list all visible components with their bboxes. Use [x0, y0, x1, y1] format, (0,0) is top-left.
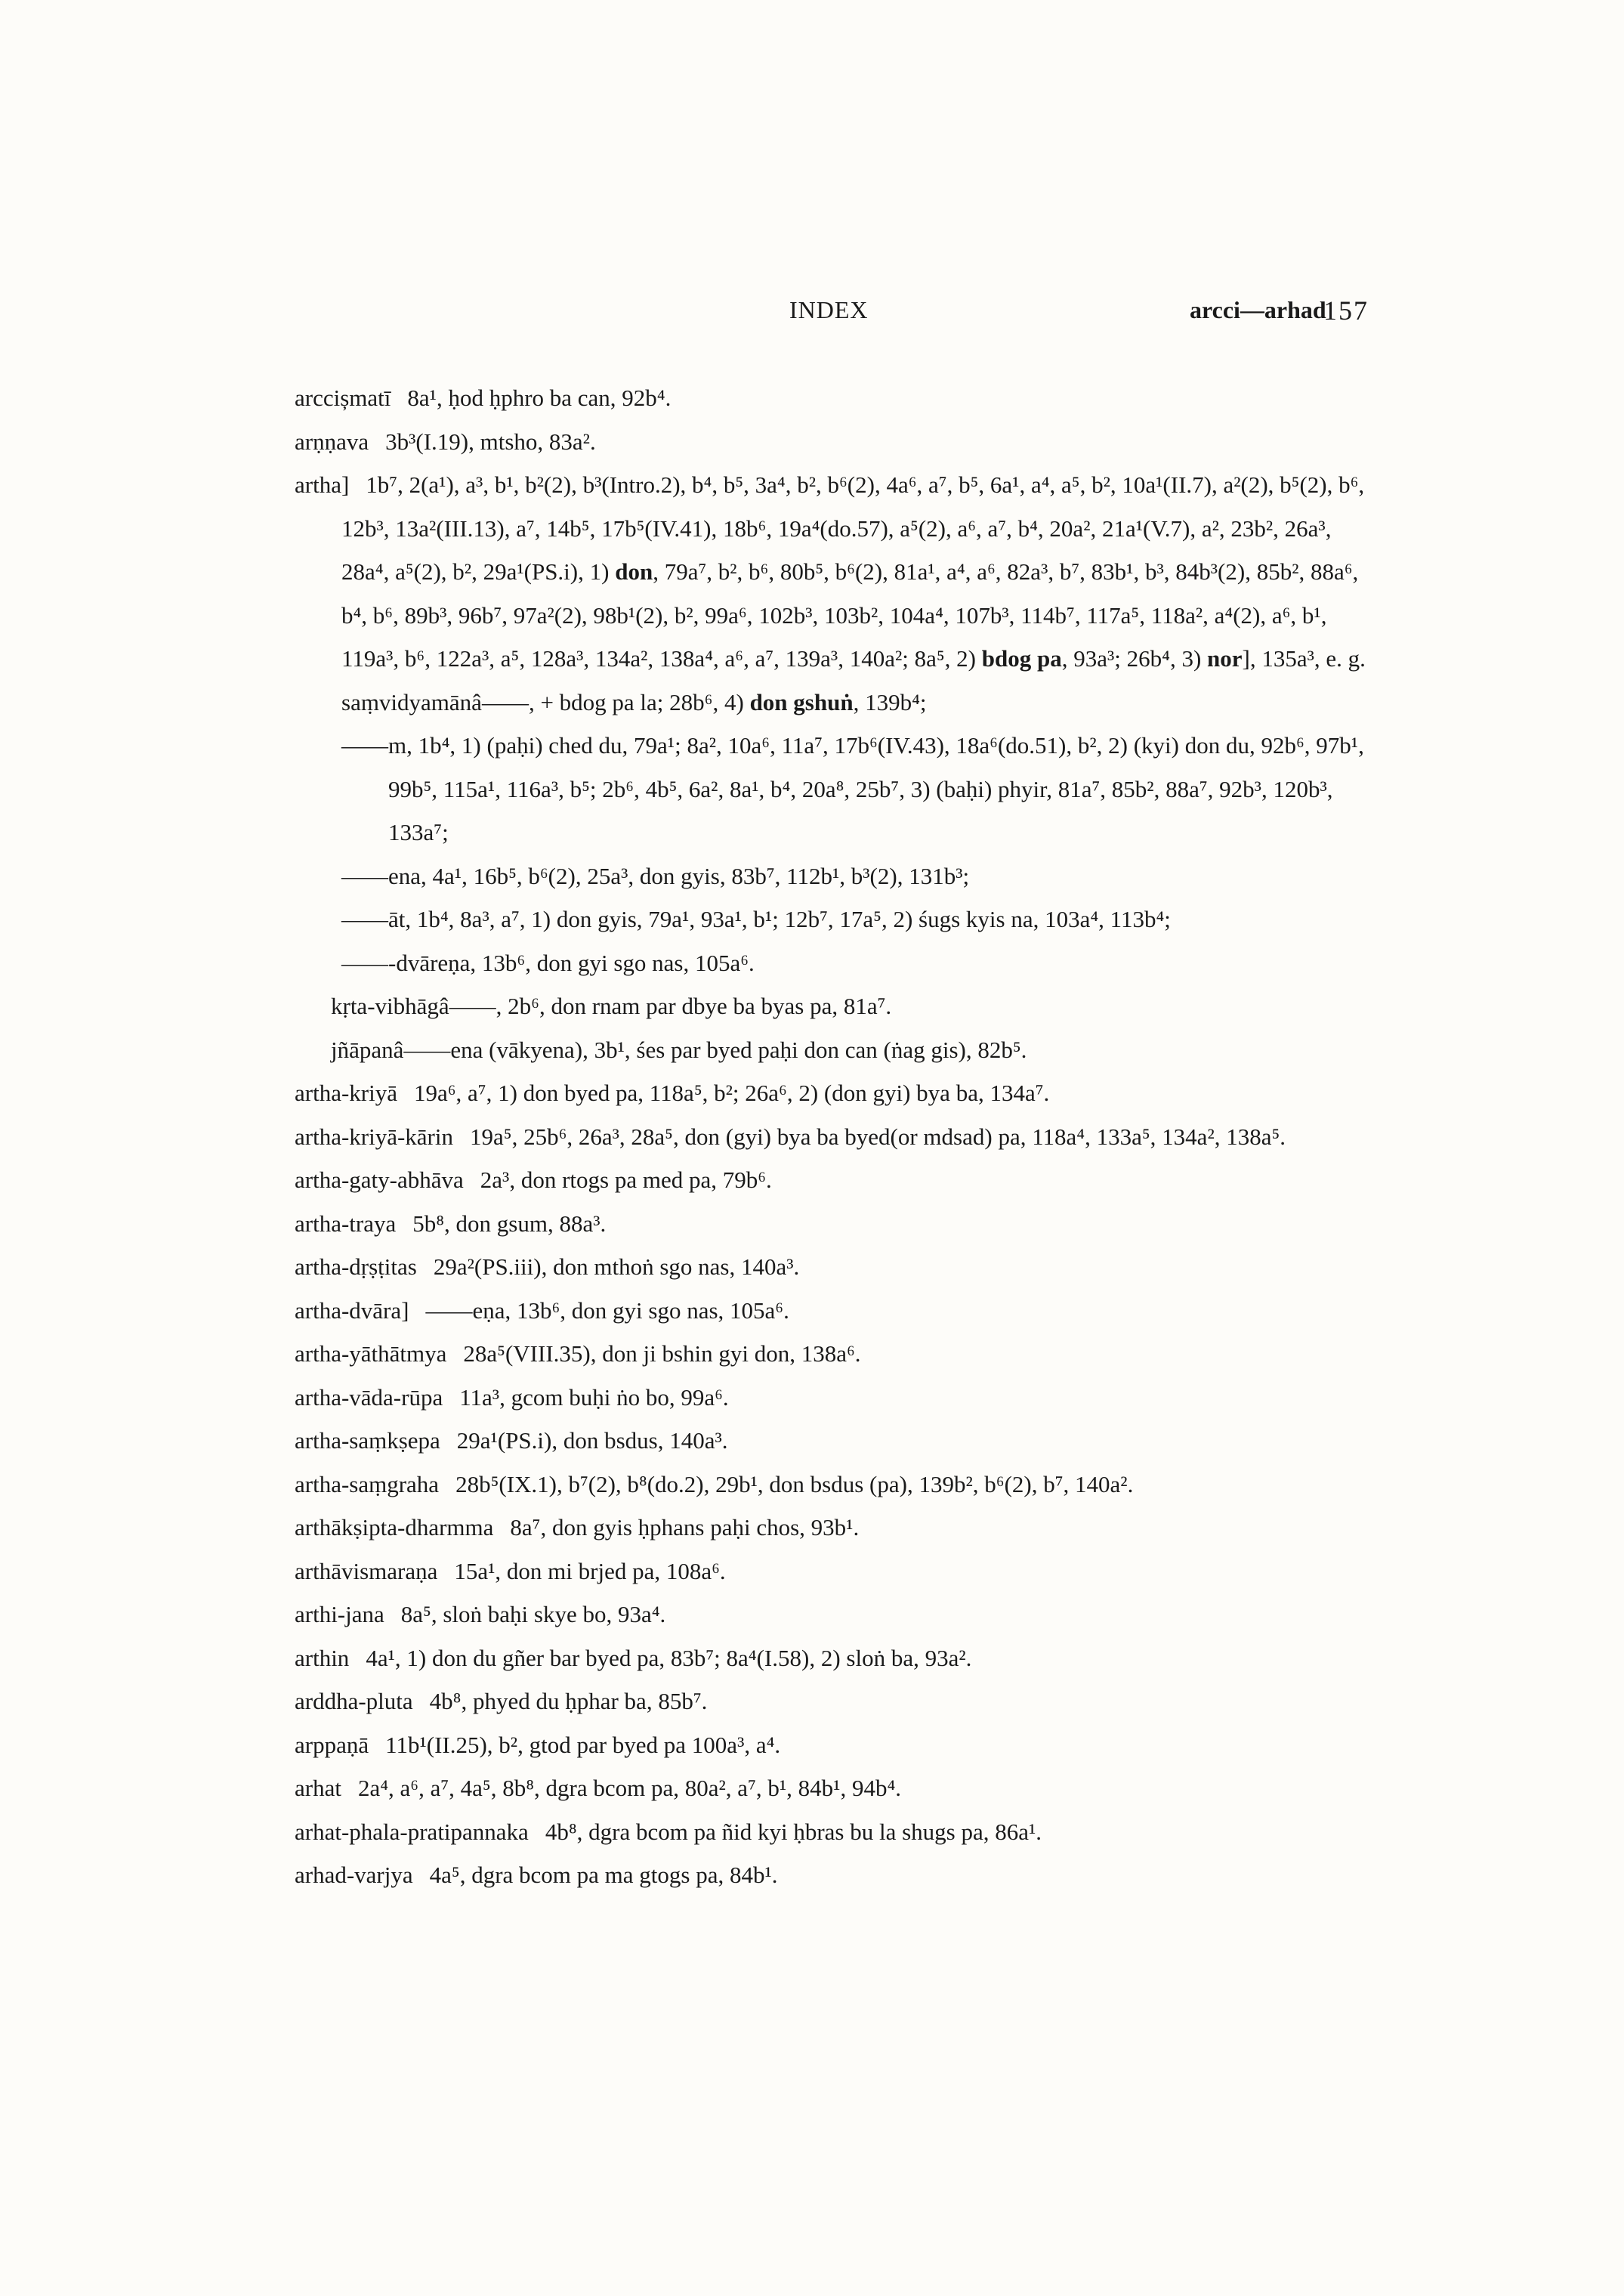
entry-references: kṛta-vibhāgâ——, 2b⁶, don rnam par dbye ba byas pa, 81a⁷. — [331, 993, 892, 1019]
entry-headword: arddha-pluta — [295, 1688, 413, 1714]
entry-headword: arthin — [295, 1644, 350, 1671]
entry-references: ——-dvāreṇa, 13b⁶, don gyi sgo nas, 105a⁶. — [341, 949, 755, 976]
entry-headword: arhad-varjya — [295, 1862, 413, 1888]
index-entry — [295, 376, 1375, 420]
entry-headword: artha-gaty-abhāva — [295, 1167, 464, 1193]
index-entry — [295, 1463, 1375, 1506]
entry-headword: artha] — [295, 471, 350, 498]
running-header — [0, 296, 1624, 334]
entry-references: 8a⁷, don gyis ḥphans paḥi chos, 93b¹. — [510, 1514, 860, 1540]
index-entry — [295, 984, 1375, 1028]
index-entry — [295, 1115, 1375, 1159]
index-entry — [295, 1419, 1375, 1463]
entry-references: 5b⁸, don gsum, 88a³. — [412, 1210, 607, 1237]
entry-references: 28a⁵(VIII.35), don ji bshin gyi don, 138a⁶. — [463, 1340, 861, 1367]
entry-headword: arthi-jana — [295, 1601, 384, 1627]
index-entry — [295, 1853, 1375, 1897]
entry-references: 4b⁸, phyed du ḥphar ba, 85b⁷. — [429, 1688, 708, 1714]
entry-references: 15a¹, don mi brjed pa, 108a⁶. — [454, 1557, 726, 1584]
entry-headword: arccișmatī — [295, 385, 391, 411]
page-number: 157 — [1323, 295, 1369, 326]
entry-references: 19a⁶, a⁷, 1) don byed pa, 118a⁵, b²; 26a⁶, 2) (don gyi) bya ba, 134a⁷. — [413, 1080, 1050, 1106]
entry-headword: artha-dvāra] — [295, 1296, 409, 1324]
index-entry — [295, 724, 1375, 854]
entry-references: 29a¹(PS.i), don bsdus, 140a³. — [456, 1427, 728, 1454]
index-entry — [295, 1636, 1375, 1680]
index-entry — [295, 1506, 1375, 1550]
index-entry — [295, 1680, 1375, 1723]
index-entry — [295, 1158, 1375, 1202]
entry-references: 2a³, don rtogs pa med pa, 79b⁶. — [480, 1167, 772, 1193]
index-entry — [295, 1332, 1375, 1376]
index-entry — [295, 1071, 1375, 1115]
index-entry — [295, 854, 1375, 898]
entry-headword: artha-yāthātmya — [295, 1340, 447, 1367]
index-entry — [295, 1289, 1375, 1333]
entry-headword: arhat — [295, 1775, 341, 1801]
entry-headword: arṇṇava — [295, 428, 369, 455]
entry-headword: artha-kriyā — [295, 1080, 397, 1106]
header-title: INDEX — [789, 296, 869, 323]
index-entry — [295, 1766, 1375, 1810]
entry-headword: artha-saṃkṣepa — [295, 1427, 440, 1454]
entry-references: 4a⁵, dgra bcom pa ma gtogs pa, 84b¹. — [429, 1862, 778, 1888]
index-entry — [295, 898, 1375, 941]
index-entry — [295, 1593, 1375, 1636]
entry-headword: arhat-phala-pratipannaka — [295, 1818, 529, 1845]
index-entry — [295, 1376, 1375, 1420]
entry-references: 2a⁴, a⁶, a⁷, 4a⁵, 8b⁸, dgra bcom pa, 80a², a⁷, b¹, 84b¹, 94b⁴. — [357, 1775, 902, 1801]
index-entry — [295, 941, 1375, 985]
entry-references: ——m, 1b⁴, 1) (paḥi) ched du, 79a¹; 8a², 10a⁶, 11a⁷, 17b⁶(IV.43), 18a⁶(do.51), b², 2) (kyi) don du, 92b⁶, 97b¹, 99b⁵, 115a¹, 116a³, b⁵; 2b⁶, 4b⁵, 6a², 8a¹, b⁴, 20a⁸, 25b⁷, 3) (baḥi) phyir, 81a⁷, 85b², 88a⁷, 92b³, 120b³, 133a⁷; — [341, 732, 1364, 845]
entry-references: ——āt, 1b⁴, 8a³, a⁷, 1) don gyis, 79a¹, 93a¹, b¹; 12b⁷, 17a⁵, 2) śugs kyis na, 103a⁴, 113b⁴; — [341, 906, 1171, 932]
entry-references: 4a¹, 1) don du gñer bar byed pa, 83b⁷; 8a⁴(I.58), 2) sloṅ ba, 93a². — [366, 1644, 972, 1671]
index-entry — [295, 420, 1375, 464]
entry-headword: arthākṣipta-dharmma — [295, 1514, 494, 1540]
index-entry — [295, 463, 1375, 724]
entry-references: 29a²(PS.iii), don mthoṅ sgo nas, 140a³. — [433, 1253, 800, 1280]
entry-references: jñāpanâ——ena (vākyena), 3b¹, śes par byed paḥi don can (ṅag gis), 82b⁵. — [331, 1036, 1027, 1063]
index-entry — [295, 1028, 1375, 1072]
entry-references: 28b⁵(IX.1), b⁷(2), b⁸(do.2), 29b¹, don bsdus (pa), 139b², b⁶(2), b⁷, 140a². — [455, 1470, 1134, 1497]
entry-references: 19a⁵, 25b⁶, 26a³, 28a⁵, don (gyi) bya ba byed(or mdsad) pa, 118a⁴, 133a⁵, 134a², 138a⁵. — [470, 1123, 1286, 1150]
index-entry — [295, 1550, 1375, 1593]
entry-headword: artha-vāda-rūpa — [295, 1383, 443, 1411]
entry-references: 8a⁵, sloṅ baḥi skye bo, 93a⁴. — [400, 1601, 666, 1627]
entry-headword: artha-saṃgraha — [295, 1470, 440, 1497]
index-entries — [295, 376, 1375, 1897]
entry-headword: artha-traya — [295, 1210, 397, 1237]
index-entry — [295, 1723, 1375, 1767]
entry-headword: arppaṇā — [295, 1731, 369, 1758]
entry-references: 8a¹, ḥod ḥphro ba can, 92b⁴. — [407, 385, 672, 411]
entry-references: 1b⁷, 2(a¹), a³, b¹, b²(2), b³(Intro.2), b⁴, b⁵, 3a⁴, b², b⁶(2), 4a⁶, a⁷, b⁵, 6a¹, a⁴, a⁵, b², 10a¹(II.7), a²(2), b⁵(2), b⁶, 12b³, 13a²(III.13), a⁷, 14b⁵, 17b⁵(IV.41), 18b⁶, 19a⁴(do.57), a⁵(2), a⁶, a⁷, b⁴, 20a², 21a¹(V.7), a², 23b², 26a³, 28a⁴, a⁵(2), b², 29a¹(PS.i), 1) don, 79a⁷, b², b⁶, 80b⁵, b⁶(2), 81a¹, a⁴, a⁶, 82a³, b⁷, 83b¹, b³, 84b³(2), 85b², 88a⁶, b⁴, b⁶, 89b³, 96b⁷, 97a²(2), 98b¹(2), b², 99a⁶, 102b³, 103b², 104a⁴, 107b³, 114b⁷, 117a⁵, 118a², a⁴(2), a⁶, b¹, 119a³, b⁶, 122a³, a⁵, 128a³, 134a², 138a⁴, a⁶, a⁷, 139a³, 140a²; 8a⁵, 2) bdog pa, 93a³; 26b⁴, 3) nor], 135a³, e. g. saṃvidyamānâ——, + bdog pa la; 28b⁶, 4) don gshuṅ, 139b⁴; — [341, 471, 1366, 715]
entry-references: ——eṇa, 13b⁶, don gyi sgo nas, 105a⁶. — [425, 1296, 789, 1324]
entry-references: 11a³, gcom buḥi ṅo bo, 99a⁶. — [459, 1383, 729, 1411]
entry-headword: artha-dṛṣṭitas — [295, 1253, 417, 1280]
entry-references: 4b⁸, dgra bcom pa ñid kyi ḥbras bu la shugs pa, 86a¹. — [545, 1818, 1042, 1845]
entry-headword: artha-kriyā-kārin — [295, 1123, 453, 1150]
header-range: arcci—arhad — [1190, 296, 1326, 323]
entry-references: 3b³(I.19), mtsho, 83a². — [385, 428, 596, 455]
index-entry — [295, 1202, 1375, 1246]
index-entry — [295, 1810, 1375, 1854]
entry-headword: arthāvismaraṇa — [295, 1557, 438, 1584]
entry-references: ——ena, 4a¹, 16b⁵, b⁶(2), 25a³, don gyis, 83b⁷, 112b¹, b³(2), 131b³; — [341, 862, 970, 889]
index-entry — [295, 1245, 1375, 1289]
entry-references: 11b¹(II.25), b², gtod par byed pa 100a³, a⁴. — [385, 1731, 781, 1758]
